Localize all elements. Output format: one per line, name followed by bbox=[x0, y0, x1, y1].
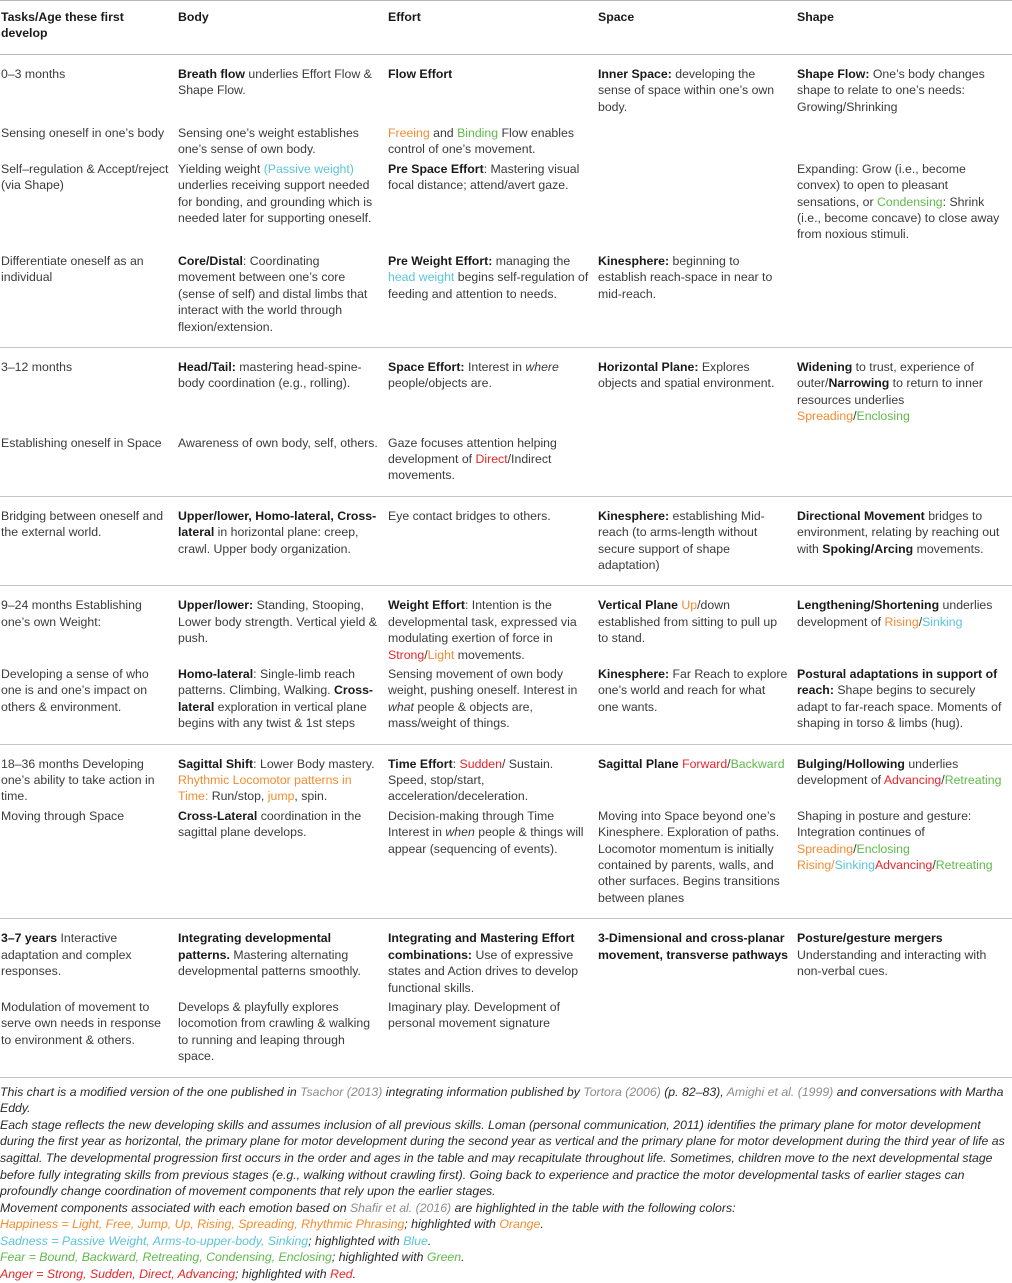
shape-cell bbox=[796, 586, 1012, 663]
text-segment: : Shrink (i.e., become concave) to close away from noxious stimuli. bbox=[797, 194, 1000, 242]
text-segment: Sagittal Shift bbox=[178, 756, 254, 771]
task-age-cell: Moving through Space bbox=[1, 808, 125, 823]
shape-cell bbox=[796, 496, 1012, 586]
text-segment: managing the bbox=[492, 253, 571, 268]
text-segment: Condensing bbox=[876, 194, 943, 209]
text-segment: /Indirect movements. bbox=[388, 451, 552, 483]
shape-cell bbox=[796, 425, 1012, 497]
text-segment: ; highlighted with bbox=[331, 1250, 427, 1265]
space-cell bbox=[597, 425, 796, 497]
space-cell bbox=[597, 663, 796, 744]
effort-cell bbox=[387, 158, 597, 243]
text-segment: Widening bbox=[797, 359, 853, 374]
text-segment: (p. 82–83), bbox=[660, 1084, 727, 1099]
text-segment: Explores objects and spatial environment. bbox=[598, 359, 775, 391]
text-segment: Shape Flow: bbox=[797, 66, 870, 81]
text-segment: Awareness of own body, self, others. bbox=[178, 435, 378, 450]
shape-cell bbox=[796, 996, 1012, 1077]
text-segment: Bulging/Hollowing bbox=[797, 756, 905, 771]
text-segment: : Lower Body mastery. bbox=[253, 756, 375, 771]
task-age-cell bbox=[0, 919, 177, 996]
table-row-group bbox=[0, 496, 1012, 586]
text-segment: Decision-making through Time Interest in bbox=[388, 808, 555, 840]
table-row bbox=[0, 496, 1012, 586]
text-segment: Light bbox=[427, 647, 455, 662]
footnote-paragraph bbox=[0, 1117, 1012, 1200]
text-segment: Happiness = Light, Free, Jump, Up, Rising, Spreading, Rhythmic Phrasing bbox=[0, 1217, 405, 1232]
text-segment: Run/stop, bbox=[208, 789, 268, 804]
text-segment: / bbox=[941, 773, 945, 788]
table-row bbox=[0, 586, 1012, 663]
text-segment: . bbox=[461, 1250, 465, 1265]
text-segment: : Coordinating movement between one’s core (sense of self) and distal limbs that interact with the world through flexion/extension. bbox=[178, 253, 368, 334]
footnote-paragraph bbox=[0, 1200, 1012, 1217]
text-segment: Rhythmic Locomotor patterns in Time: bbox=[178, 773, 352, 804]
text-segment: Integrating developmental patterns. bbox=[178, 931, 332, 962]
text-segment: Upper/lower, Homo-lateral, Cross-lateral bbox=[178, 508, 377, 540]
text-segment: / bbox=[853, 409, 857, 424]
task-age-cell: Developing a sense of who one is and one’s impact on others & environment. bbox=[1, 667, 149, 714]
citation-link[interactable]: Tsachor (2013) bbox=[300, 1084, 383, 1099]
text-segment: Enclosing bbox=[856, 409, 910, 424]
text-segment: Shape begins to securely adapt to far-reach space. Moments of shaping in torso & limbs (hug). bbox=[797, 683, 1002, 731]
text-segment: Understanding and interacting with non-verbal cues. bbox=[797, 947, 987, 979]
text-segment: mastering head-spine-body coordination (e.g., rolling). bbox=[178, 359, 362, 391]
effort-cell bbox=[387, 919, 597, 996]
text-segment: Anger = Strong, Sudden, Direct, Advancing bbox=[0, 1267, 236, 1282]
body-cell bbox=[177, 243, 387, 348]
body-cell bbox=[177, 115, 387, 158]
space-cell bbox=[597, 919, 796, 996]
text-segment: what bbox=[388, 699, 414, 714]
text-segment: Vertical Plane bbox=[598, 598, 682, 613]
text-segment: Mastering alternating developmental patterns smoothly. bbox=[178, 947, 361, 979]
text-segment: / bbox=[424, 647, 428, 662]
text-segment: Develops & playfully explores locomotion from crawling & walking to running and leaping through space. bbox=[178, 999, 371, 1064]
text-segment: are highlighted in the table with the following colors: bbox=[451, 1200, 736, 1215]
text-segment: bridges to environment, relating by reaching out with bbox=[797, 508, 1000, 556]
shape-cell bbox=[796, 54, 1012, 115]
text-segment: Pre Space Effort bbox=[388, 161, 484, 176]
text-segment: / bbox=[932, 858, 936, 873]
text-segment: Postural adaptations in support of reach: bbox=[797, 667, 998, 698]
text-segment: Sensing one’s weight establishes one’s sense of own body. bbox=[178, 126, 359, 157]
space-cell bbox=[597, 158, 796, 243]
effort-cell bbox=[387, 805, 597, 919]
table-row bbox=[0, 243, 1012, 348]
effort-cell bbox=[387, 54, 597, 115]
body-cell bbox=[177, 919, 387, 996]
text-segment: exploration in vertical plane begins with any twist & 1st steps bbox=[178, 699, 367, 731]
table-row bbox=[0, 158, 1012, 243]
table-row-group bbox=[0, 919, 1012, 1077]
text-segment: underlies development of bbox=[797, 756, 959, 788]
text-segment: to trust, experience of outer/ bbox=[797, 359, 974, 391]
text-segment: Spreading bbox=[797, 409, 854, 424]
task-age-cell: Establishing oneself in Space bbox=[1, 435, 162, 450]
text-segment: to return to inner resources underlies bbox=[797, 376, 983, 407]
table-row-group bbox=[0, 744, 1012, 919]
text-segment: underlies Effort Flow & Shape Flow. bbox=[178, 66, 372, 98]
text-segment: Backward bbox=[730, 756, 785, 771]
effort-cell bbox=[387, 586, 597, 663]
text-segment: Kinesphere: bbox=[598, 667, 670, 681]
text-segment: Homo-lateral bbox=[178, 667, 254, 681]
text-segment: Up bbox=[681, 598, 698, 613]
citation-link[interactable]: Amighi et al. (1999) bbox=[726, 1084, 834, 1099]
text-segment: Cross-Lateral bbox=[178, 808, 258, 823]
table-footnotes bbox=[0, 1078, 1012, 1283]
table-row bbox=[0, 919, 1012, 996]
text-segment: Enclosing bbox=[856, 841, 910, 856]
body-cell bbox=[177, 586, 387, 663]
task-age-cell: 0–3 months bbox=[1, 66, 66, 81]
text-segment: : Single-limb reach patterns. Climbing, Walking. bbox=[178, 667, 356, 698]
table-row bbox=[0, 54, 1012, 115]
footnote-paragraph bbox=[0, 1084, 1012, 1117]
table-row bbox=[0, 744, 1012, 805]
text-segment: / bbox=[727, 756, 731, 771]
space-cell bbox=[597, 744, 796, 805]
text-segment: Pre Weight Effort: bbox=[388, 253, 493, 268]
text-segment: Each stage reflects the new developing skills and assumes inclusion of all previous skills. Loman (personal communication, 2011) identifies the primary plane for motor development during the first year as horizontal, the primary plane for motor development during the second year as vertical and the primary plane for motor development during the third year of life as sagittal. The developmental progression first occurs in the order and ages in the table and may recapitulate throughout life. Sometimes, children move to the next developmental stage before fully integrating skills from previous stages (e.g., walking without crawling first). Going back to experience and practice the motor developmental tasks of earlier stages can profoundly change coordination of movement components that rely upon the earlier stages. bbox=[0, 1117, 1005, 1199]
space-cell bbox=[597, 996, 796, 1077]
text-segment: Blue bbox=[403, 1233, 428, 1248]
text-segment: in horizontal plane: creep, crawl. Upper body organization. bbox=[178, 525, 359, 556]
table-row bbox=[0, 805, 1012, 919]
text-segment: Integrating and Mastering Effort combinations: bbox=[388, 931, 575, 962]
footnote-paragraph bbox=[0, 1266, 1012, 1283]
text-segment: coordination in the sagittal plane develops. bbox=[178, 808, 362, 840]
text-segment: Fear = Bound, Backward, Retreating, Condensing, Enclosing bbox=[0, 1250, 332, 1265]
text-segment: Use of expressive states and Action drives to develop functional skills. bbox=[388, 947, 579, 995]
table-header bbox=[0, 1, 1012, 55]
text-segment: Moving into Space beyond one’s Kinesphere. Exploration of paths. Locomotor momentum is initially contained by parents, walls, and other surfaces. Begins transitions between planes bbox=[598, 808, 780, 905]
text-segment: and bbox=[429, 126, 458, 141]
text-segment: Upper/lower: bbox=[178, 598, 254, 613]
shape-cell bbox=[796, 115, 1012, 158]
text-segment: Sinking bbox=[834, 858, 875, 873]
effort-cell bbox=[387, 996, 597, 1077]
text-segment: when bbox=[445, 825, 475, 840]
text-segment: . bbox=[427, 1233, 432, 1248]
shape-cell bbox=[796, 158, 1012, 243]
text-segment: Sinking bbox=[922, 614, 963, 629]
text-segment: Advancing bbox=[883, 773, 942, 788]
text-segment: people/objects are. bbox=[388, 376, 492, 391]
text-segment: Advancing bbox=[874, 858, 933, 873]
shape-cell bbox=[796, 805, 1012, 919]
header-body: Body bbox=[178, 10, 209, 24]
text-segment: underlies development of bbox=[797, 598, 993, 629]
text-segment: Sensing movement of own body weight, pushing oneself. Interest in bbox=[388, 667, 578, 698]
text-segment: Shaping in posture and gesture: Integration continues of bbox=[797, 808, 972, 840]
task-age-cell: 18–36 months Developing one’s ability to take action in time. bbox=[1, 756, 155, 804]
text-segment: Time Effort bbox=[388, 756, 453, 771]
text-segment: ; highlighted with bbox=[404, 1217, 500, 1232]
body-cell bbox=[177, 996, 387, 1077]
text-segment: : Intention is the developmental task, expressed via modulating exertion of force in bbox=[388, 598, 577, 646]
text-segment: Far Reach to explore one’s world and reach for what one wants. bbox=[598, 667, 788, 714]
text-segment: Core/Distal bbox=[178, 253, 243, 268]
text-segment: Flow enables control of one’s movement. bbox=[388, 126, 574, 157]
table-row bbox=[0, 347, 1012, 424]
header-space: Space bbox=[598, 10, 635, 24]
text-segment: Spreading bbox=[797, 841, 854, 856]
text-segment: Imaginary play. Development of personal movement signature bbox=[388, 999, 561, 1031]
table-row bbox=[0, 663, 1012, 744]
effort-cell bbox=[387, 115, 597, 158]
text-segment: Retreating bbox=[944, 773, 1002, 788]
text-segment: Inner Space: bbox=[598, 66, 672, 81]
text-segment: , spin. bbox=[294, 789, 328, 804]
text-segment: head weight bbox=[388, 270, 455, 285]
text-segment: people & things will appear (sequencing of events). bbox=[388, 825, 584, 856]
text-segment: Head/Tail: bbox=[178, 359, 236, 374]
text-segment: Eye contact bridges to others. bbox=[388, 508, 551, 523]
citation-link[interactable]: Shafir et al. (2016) bbox=[349, 1200, 452, 1215]
effort-cell bbox=[387, 425, 597, 497]
shape-cell bbox=[796, 919, 1012, 996]
space-cell bbox=[597, 115, 796, 158]
footnote-paragraph bbox=[0, 1249, 1012, 1266]
task-age-cell: Modulation of movement to serve own needs in response to environment & others. bbox=[1, 999, 161, 1047]
text-segment: /down established from sitting to pull up to stand. bbox=[598, 598, 778, 646]
text-segment: : bbox=[452, 756, 460, 771]
space-cell bbox=[597, 496, 796, 586]
space-cell bbox=[597, 243, 796, 348]
text-segment: Breath flow bbox=[178, 66, 245, 81]
shape-cell bbox=[796, 663, 1012, 744]
task-age-cell: Sensing oneself in one’s body bbox=[1, 126, 165, 141]
text-segment: Spoking/Arcing bbox=[822, 541, 914, 556]
text-segment: Kinesphere: bbox=[598, 508, 670, 523]
text-segment: ; highlighted with bbox=[308, 1233, 404, 1248]
space-cell bbox=[597, 347, 796, 424]
text-segment: Retreating bbox=[935, 858, 993, 873]
space-cell bbox=[597, 586, 796, 663]
text-segment: Kinesphere: bbox=[598, 253, 670, 268]
citation-link[interactable]: Tortora (2006) bbox=[583, 1084, 661, 1099]
text-segment: Weight Effort bbox=[388, 598, 465, 613]
header-tasks-age: Tasks/Age these first develop bbox=[1, 10, 124, 41]
text-segment: and conversations with Martha Eddy. bbox=[0, 1084, 1004, 1116]
table-row bbox=[0, 996, 1012, 1077]
text-segment: Horizontal Plane: bbox=[598, 359, 699, 374]
table-row-group bbox=[0, 586, 1012, 744]
text-segment: . bbox=[540, 1217, 544, 1232]
text-segment: Standing, Stooping, Lower body strength. Vertical yield & push. bbox=[178, 598, 377, 646]
task-age-cell: Differentiate oneself as an individual bbox=[1, 253, 144, 285]
text-segment: Sudden bbox=[459, 756, 502, 771]
text-segment: Directional Movement bbox=[797, 508, 925, 523]
table-row-group bbox=[0, 347, 1012, 496]
body-cell bbox=[177, 158, 387, 243]
text-segment: beginning to establish reach-space in near to mid-reach. bbox=[598, 253, 773, 301]
text-segment: Rising bbox=[884, 614, 919, 629]
text-segment: One’s body changes shape to relate to one’s needs: Growing/Shrinking bbox=[797, 66, 985, 114]
text-segment: Green bbox=[426, 1250, 462, 1265]
effort-cell bbox=[387, 243, 597, 348]
shape-cell bbox=[796, 347, 1012, 424]
text-segment: . bbox=[352, 1267, 357, 1282]
text-segment: Expanding: Grow (i.e., become convex) to open to pleasant sensations, or bbox=[797, 161, 966, 209]
body-cell bbox=[177, 805, 387, 919]
effort-cell bbox=[387, 744, 597, 805]
text-segment: developing the sense of space within one’s own body. bbox=[598, 66, 775, 114]
effort-cell bbox=[387, 347, 597, 424]
task-age-cell: Self–regulation & Accept/reject (via Shape) bbox=[1, 161, 169, 193]
text-segment: Freeing bbox=[388, 126, 430, 141]
text-segment: people & objects are, mass/weight of things. bbox=[388, 699, 533, 731]
body-cell bbox=[177, 663, 387, 744]
shape-cell bbox=[796, 243, 1012, 348]
text-segment: / bbox=[853, 841, 857, 856]
body-cell bbox=[177, 54, 387, 115]
text-segment: where bbox=[525, 359, 559, 374]
text-segment: jump bbox=[267, 789, 295, 804]
space-cell bbox=[597, 54, 796, 115]
effort-cell bbox=[387, 496, 597, 586]
table-row bbox=[0, 115, 1012, 158]
task-age-cell: Bridging between oneself and the external world. bbox=[1, 508, 164, 540]
text-segment: Binding bbox=[457, 126, 499, 141]
text-segment: Orange bbox=[499, 1217, 541, 1232]
text-segment: integrating information published by bbox=[382, 1084, 584, 1099]
text-segment: Strong bbox=[388, 647, 425, 662]
text-segment: Gaze focuses attention helping development of bbox=[388, 435, 557, 466]
body-cell bbox=[177, 425, 387, 497]
text-segment: Flow Effort bbox=[388, 66, 453, 81]
text-segment: Space Effort: bbox=[388, 359, 465, 374]
text-segment: Forward bbox=[682, 756, 728, 771]
text-segment: underlies receiving support needed for bonding, and grounding which is needed later for supporting oneself. bbox=[178, 178, 373, 226]
text-segment: Interest in bbox=[464, 359, 526, 374]
text-segment: movements. bbox=[913, 541, 984, 556]
text-segment: movements. bbox=[454, 647, 525, 662]
header-shape: Shape bbox=[797, 10, 834, 24]
text-segment: 3–7 years bbox=[1, 931, 58, 946]
text-segment: (Passive weight) bbox=[263, 161, 354, 176]
body-cell bbox=[177, 496, 387, 586]
text-segment: Narrowing bbox=[828, 376, 890, 391]
text-segment: / bbox=[918, 614, 923, 629]
effort-cell bbox=[387, 663, 597, 744]
text-segment: Movement components associated with each emotion based on bbox=[0, 1200, 350, 1215]
text-segment: establishing Mid-reach (to arms-length without secure support of shape adaptation) bbox=[598, 508, 765, 572]
text-segment: / Sustain. Speed, stop/start, acceleration/deceleration. bbox=[388, 756, 554, 804]
task-age-cell: 3–12 months bbox=[1, 359, 73, 374]
text-segment: Yielding weight bbox=[178, 161, 264, 176]
text-segment: Sadness = Passive Weight, Arms-to-upper-body, Sinking bbox=[0, 1233, 309, 1248]
text-segment: Red bbox=[330, 1267, 353, 1282]
text-segment: Direct bbox=[475, 451, 508, 466]
text-segment: begins self-regulation of feeding and attention to needs. bbox=[388, 270, 589, 301]
space-cell bbox=[597, 805, 796, 919]
body-cell bbox=[177, 347, 387, 424]
task-age-cell: 9–24 months Establishing one’s own Weight: bbox=[1, 598, 142, 629]
text-segment: Lengthening/Shortening bbox=[797, 598, 940, 613]
text-segment: Interactive adaptation and complex responses. bbox=[1, 931, 132, 979]
header-effort: Effort bbox=[388, 10, 421, 24]
text-segment: Sagittal Plane bbox=[598, 756, 679, 771]
table-row-group bbox=[0, 54, 1012, 347]
shape-cell bbox=[796, 744, 1012, 805]
text-segment: ; highlighted with bbox=[235, 1267, 331, 1282]
text-segment: Posture/gesture mergers bbox=[797, 931, 943, 946]
footnote-paragraph bbox=[0, 1233, 1012, 1250]
text-segment: Cross-lateral bbox=[178, 683, 373, 714]
text-segment: : Mastering visual focal distance; attend/avert gaze. bbox=[388, 161, 580, 193]
text-segment: 3-Dimensional and cross-planar movement, transverse pathways bbox=[598, 931, 789, 962]
text-segment: This chart is a modified version of the one published in bbox=[0, 1084, 301, 1099]
table-row bbox=[0, 425, 1012, 497]
text-segment: Rising/ bbox=[797, 858, 835, 873]
body-cell bbox=[177, 744, 387, 805]
footnote-paragraph bbox=[0, 1216, 1012, 1233]
